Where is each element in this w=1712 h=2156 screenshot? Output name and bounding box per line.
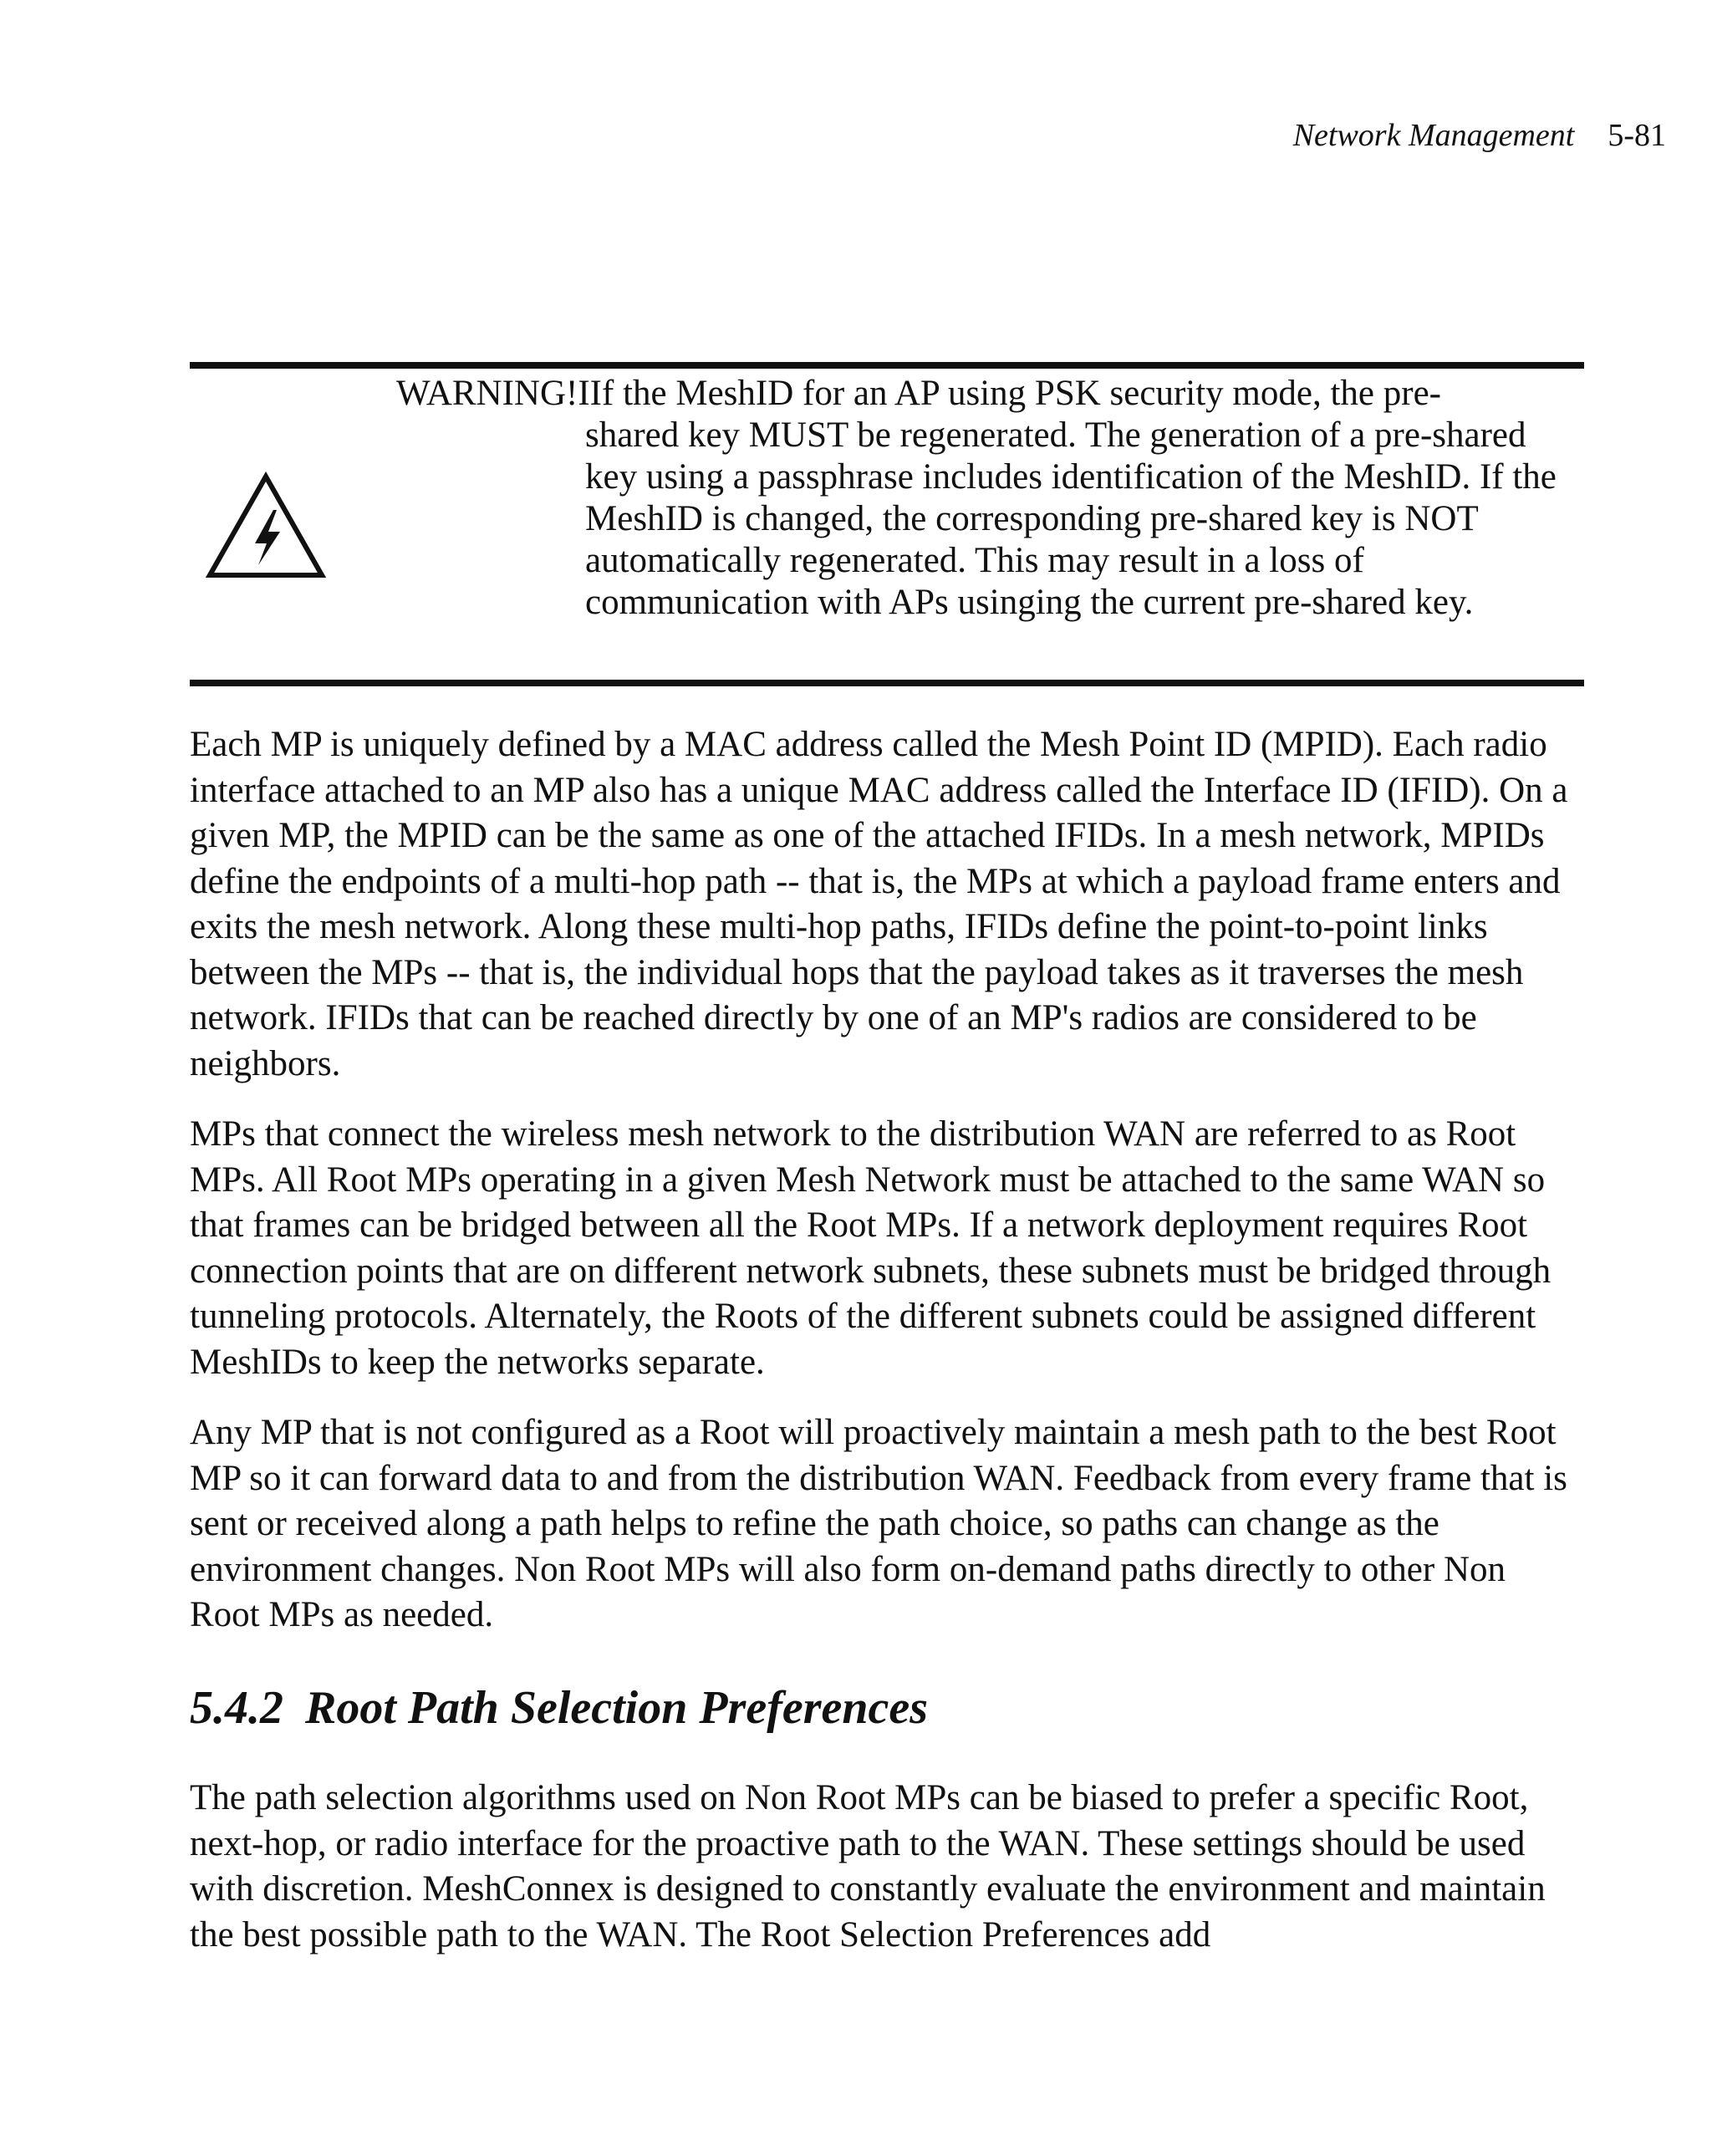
body-paragraph-path-selection: The path selection algorithms used on Non Root MPs can be biased to prefer a specific Root, next-hop, or radio interface for the proactive path to the WAN. These settings should be used with discretion. MeshConnex is designed to constantly evaluate the environment and maintain the best possible path to the WAN. The Root Selection Preferences add — [190, 1778, 1546, 1955]
running-header-section-name: Network Management — [1292, 118, 1575, 153]
section-title: Root Path Selection Preferences — [305, 1682, 929, 1734]
body-paragraph-mpid: Each MP is uniquely defined by a MAC address called the Mesh Point ID (MPID). Each radio interface attached to an MP also has a unique MAC address called the Interface ID (IFID). On a given MP, the MPID can be the same as one of the attached IFIDs. In a mesh network, MPIDs define the endpoints of a multi-hop path -- that is, the MPs at which a payload frame enters and exits the mesh network. Along these multi-hop paths, IFIDs define the point-to-point links between the MPs -- that is, the individual hops that the payload takes as it traverses the mesh network. IFIDs that can be reached directly by one of an MP's radios are considered to be neighbors. — [190, 725, 1568, 1083]
warning-label: WARNING! — [396, 374, 578, 413]
body-paragraph-root-mps: MPs that connect the wireless mesh network to the distribution WAN are referred to as Root MPs. All Root MPs operating in a given Mesh Network must be attached to the same WAN so that frames can be bridged between all the Root MPs. If a network deployment requires Root connection points that are on different network subnets, these subnets must be bridged through tunneling protocols. Alternately, the Roots of the different subnets could be assigned different MeshIDs to keep the networks separate. — [190, 1114, 1552, 1382]
warning-first-line — [396, 373, 1567, 415]
high-voltage-warning-icon — [205, 471, 327, 580]
warning-first-line-text: IIf the MeshID for an AP using PSK security mode, the pre- — [578, 374, 1441, 413]
page-header — [1293, 115, 1666, 155]
body-paragraph-non-root-mps: Any MP that is not configured as a Root will proactively maintain a mesh path to the best Root MP so it can forward data to and from the distribution WAN. Feedback from every frame that is sent or received along a path helps to refine the path choice, so paths can change as the environment changes. Non Root MPs will also form on-demand paths directly to other Non Root MPs as needed. — [190, 1413, 1567, 1634]
warning-box — [190, 362, 1584, 686]
section-heading — [190, 1679, 1584, 1737]
page-number: 5-81 — [1608, 118, 1666, 153]
section-number: 5.4.2 — [190, 1682, 283, 1734]
warning-continuation: shared key MUST be regenerated. The generation of a pre-shared key using a passphrase includes identification of the MeshID. If the MeshID is changed, the corresponding pre-shared key is NOT automatically regenerated. This may result in a loss of communication with APs usinging the current pre-shared key. — [585, 415, 1557, 622]
warning-text — [396, 373, 1567, 624]
